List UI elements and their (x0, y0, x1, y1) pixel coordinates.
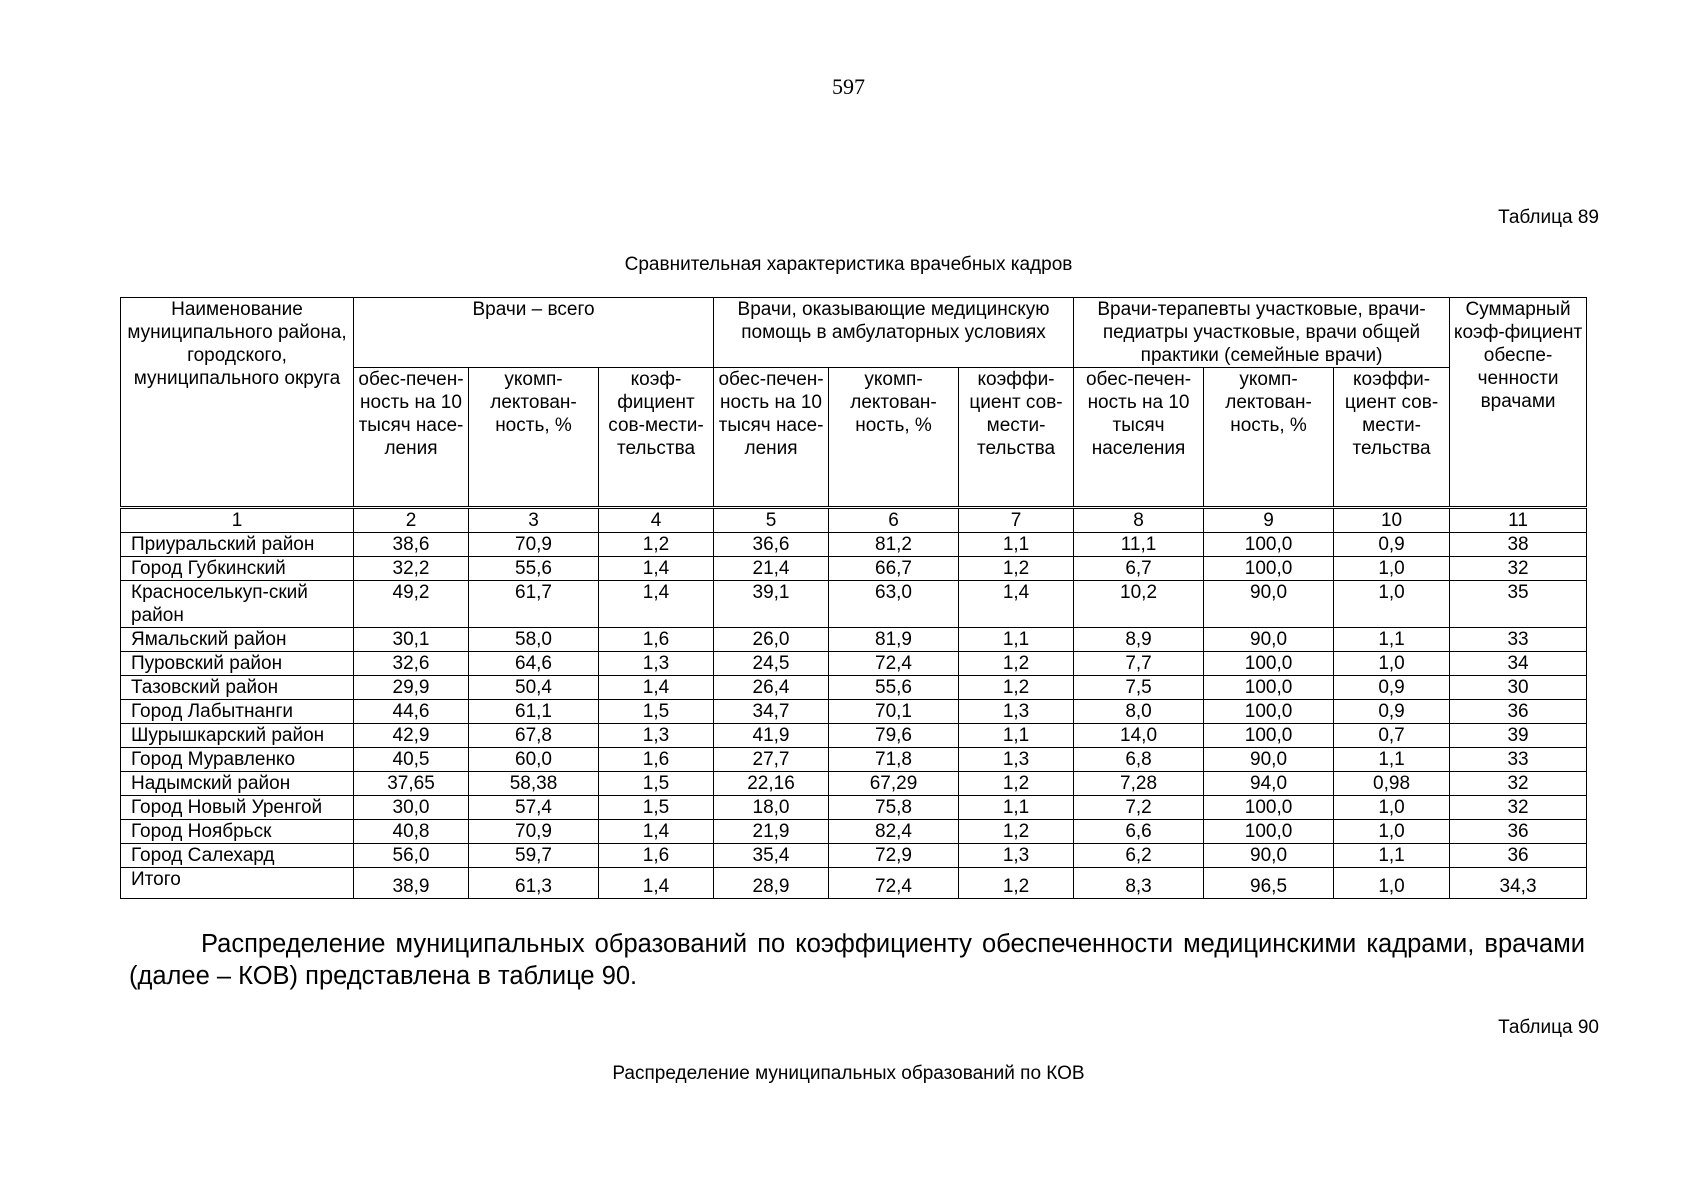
region-name: Город Салехард (121, 844, 354, 868)
value-cell: 26,4 (714, 676, 829, 700)
table-row (121, 557, 1587, 581)
header-sub: обес-печен-ность на 10 тысяч насе-ления (714, 368, 829, 508)
value-cell: 29,9 (354, 676, 469, 700)
header-group-district: Врачи-терапевты участковые, врачи-педиатры участковые, врачи общей практики (семейные врачи) (1074, 298, 1450, 368)
value-cell: 70,1 (829, 700, 959, 724)
value-cell: 100,0 (1204, 676, 1334, 700)
table-90-title: Распределение муниципальных образований по КОВ (612, 1063, 1085, 1084)
value-cell: 58,0 (469, 628, 599, 652)
value-cell: 26,0 (714, 628, 829, 652)
value-cell: 1,6 (599, 628, 714, 652)
table-row (121, 676, 1587, 700)
header-sub: укомп-лектован-ность, % (1204, 368, 1334, 508)
column-number: 9 (1204, 508, 1334, 533)
value-cell: 59,7 (469, 844, 599, 868)
value-cell: 30,0 (354, 796, 469, 820)
header-sub: коэффи-циент сов-мести-тельства (959, 368, 1074, 508)
value-cell: 100,0 (1204, 652, 1334, 676)
page-number: 597 (832, 74, 865, 99)
value-cell: 1,0 (1334, 652, 1450, 676)
value-cell: 70,9 (469, 533, 599, 557)
value-cell: 100,0 (1204, 700, 1334, 724)
value-cell: 100,0 (1204, 557, 1334, 581)
table-89-title: Сравнительная характеристика врачебных кадров (624, 254, 1073, 275)
value-cell: 55,6 (469, 557, 599, 581)
value-cell: 81,9 (829, 628, 959, 652)
region-name: Надымский район (121, 772, 354, 796)
value-cell: 72,4 (829, 868, 959, 899)
value-cell: 1,2 (959, 820, 1074, 844)
value-cell: 1,1 (959, 796, 1074, 820)
value-cell: 7,7 (1074, 652, 1204, 676)
value-cell: 1,2 (599, 533, 714, 557)
table-89-label: Таблица 89 (1498, 207, 1599, 228)
value-cell: 61,1 (469, 700, 599, 724)
region-name: Красноселькуп-ский район (121, 581, 354, 628)
value-cell: 1,1 (1334, 844, 1450, 868)
value-cell: 1,0 (1334, 820, 1450, 844)
value-cell: 11,1 (1074, 533, 1204, 557)
column-number: 10 (1334, 508, 1450, 533)
value-cell: 1,3 (959, 748, 1074, 772)
value-cell: 1,4 (599, 557, 714, 581)
value-cell: 1,2 (959, 676, 1074, 700)
value-cell: 72,4 (829, 652, 959, 676)
header-row-groups (121, 298, 1587, 368)
value-cell: 44,6 (354, 700, 469, 724)
value-cell: 8,0 (1074, 700, 1204, 724)
value-cell: 32 (1450, 772, 1587, 796)
value-cell: 8,3 (1074, 868, 1204, 899)
value-cell: 1,0 (1334, 557, 1450, 581)
column-number: 7 (959, 508, 1074, 533)
value-cell: 32 (1450, 557, 1587, 581)
value-cell: 1,5 (599, 772, 714, 796)
region-name: Город Ноябрьск (121, 820, 354, 844)
region-name: Ямальский район (121, 628, 354, 652)
region-name: Шурышкарский район (121, 724, 354, 748)
value-cell: 0,9 (1334, 676, 1450, 700)
column-number: 3 (469, 508, 599, 533)
table-row (121, 748, 1587, 772)
value-cell: 1,1 (959, 628, 1074, 652)
value-cell: 1,5 (599, 796, 714, 820)
value-cell: 100,0 (1204, 820, 1334, 844)
value-cell: 1,3 (959, 844, 1074, 868)
value-cell: 41,9 (714, 724, 829, 748)
value-cell: 36 (1450, 700, 1587, 724)
value-cell: 100,0 (1204, 724, 1334, 748)
value-cell: 90,0 (1204, 748, 1334, 772)
value-cell: 40,8 (354, 820, 469, 844)
value-cell: 96,5 (1204, 868, 1334, 899)
table-row (121, 820, 1587, 844)
value-cell: 1,4 (599, 581, 714, 628)
column-number: 4 (599, 508, 714, 533)
value-cell: 10,2 (1074, 581, 1204, 628)
header-sub: коэффи-циент сов-мести-тельства (1334, 368, 1450, 508)
value-cell: 34 (1450, 652, 1587, 676)
value-cell: 38,6 (354, 533, 469, 557)
value-cell: 1,1 (959, 724, 1074, 748)
value-cell: 1,0 (1334, 868, 1450, 899)
value-cell: 61,3 (469, 868, 599, 899)
region-name: Город Лабытнанги (121, 700, 354, 724)
total-row (121, 868, 1587, 899)
value-cell: 82,4 (829, 820, 959, 844)
value-cell: 34,7 (714, 700, 829, 724)
region-name: Город Губкинский (121, 557, 354, 581)
value-cell: 75,8 (829, 796, 959, 820)
value-cell: 90,0 (1204, 628, 1334, 652)
table-row (121, 581, 1587, 628)
table-row (121, 652, 1587, 676)
value-cell: 67,8 (469, 724, 599, 748)
value-cell: 64,6 (469, 652, 599, 676)
region-name: Тазовский район (121, 676, 354, 700)
value-cell: 63,0 (829, 581, 959, 628)
value-cell: 49,2 (354, 581, 469, 628)
value-cell: 60,0 (469, 748, 599, 772)
value-cell: 6,7 (1074, 557, 1204, 581)
value-cell: 1,5 (599, 700, 714, 724)
value-cell: 6,6 (1074, 820, 1204, 844)
value-cell: 22,16 (714, 772, 829, 796)
value-cell: 0,7 (1334, 724, 1450, 748)
value-cell: 34,3 (1450, 868, 1587, 899)
header-sub: обес-печен-ность на 10 тысяч насе-ления (354, 368, 469, 508)
header-sub: укомп-лектован-ность, % (469, 368, 599, 508)
value-cell: 70,9 (469, 820, 599, 844)
value-cell: 14,0 (1074, 724, 1204, 748)
value-cell: 7,5 (1074, 676, 1204, 700)
value-cell: 32,2 (354, 557, 469, 581)
header-name: Наименование муниципального района, городского, муниципального округа (121, 298, 354, 508)
column-number: 6 (829, 508, 959, 533)
region-name: Город Муравленко (121, 748, 354, 772)
value-cell: 1,3 (959, 700, 1074, 724)
value-cell: 28,9 (714, 868, 829, 899)
value-cell: 1,3 (599, 652, 714, 676)
medical-staff-table (120, 297, 1587, 899)
value-cell: 37,65 (354, 772, 469, 796)
value-cell: 66,7 (829, 557, 959, 581)
value-cell: 35,4 (714, 844, 829, 868)
value-cell: 40,5 (354, 748, 469, 772)
column-number: 11 (1450, 508, 1587, 533)
value-cell: 57,4 (469, 796, 599, 820)
value-cell: 18,0 (714, 796, 829, 820)
value-cell: 39,1 (714, 581, 829, 628)
value-cell: 100,0 (1204, 796, 1334, 820)
column-number: 5 (714, 508, 829, 533)
value-cell: 0,9 (1334, 533, 1450, 557)
value-cell: 1,0 (1334, 581, 1450, 628)
value-cell: 81,2 (829, 533, 959, 557)
value-cell: 55,6 (829, 676, 959, 700)
value-cell: 1,2 (959, 557, 1074, 581)
value-cell: 24,5 (714, 652, 829, 676)
value-cell: 90,0 (1204, 844, 1334, 868)
value-cell: 1,4 (599, 676, 714, 700)
value-cell: 56,0 (354, 844, 469, 868)
column-number: 1 (121, 508, 354, 533)
value-cell: 7,2 (1074, 796, 1204, 820)
value-cell: 1,4 (959, 581, 1074, 628)
value-cell: 50,4 (469, 676, 599, 700)
table-90-label: Таблица 90 (1498, 1017, 1599, 1038)
value-cell: 6,8 (1074, 748, 1204, 772)
table-row (121, 844, 1587, 868)
table-row (121, 628, 1587, 652)
value-cell: 1,0 (1334, 796, 1450, 820)
value-cell: 1,1 (959, 533, 1074, 557)
table-row (121, 533, 1587, 557)
value-cell: 71,8 (829, 748, 959, 772)
body-paragraph: Распределение муниципальных образований по коэффициенту обеспеченности медицинскими кадрами, врачами (далее – КОВ) представлена в таблице 90. (129, 930, 1585, 990)
value-cell: 33 (1450, 628, 1587, 652)
table-row (121, 724, 1587, 748)
value-cell: 1,1 (1334, 748, 1450, 772)
table-row (121, 700, 1587, 724)
header-sub: коэф-фициент сов-мести-тельства (599, 368, 714, 508)
value-cell: 39 (1450, 724, 1587, 748)
value-cell: 1,2 (959, 772, 1074, 796)
value-cell: 94,0 (1204, 772, 1334, 796)
value-cell: 1,6 (599, 844, 714, 868)
value-cell: 36 (1450, 844, 1587, 868)
table-row (121, 796, 1587, 820)
value-cell: 6,2 (1074, 844, 1204, 868)
value-cell: 100,0 (1204, 533, 1334, 557)
value-cell: 79,6 (829, 724, 959, 748)
value-cell: 35 (1450, 581, 1587, 628)
column-number-row (121, 508, 1587, 533)
value-cell: 36 (1450, 820, 1587, 844)
value-cell: 1,4 (599, 868, 714, 899)
value-cell: 21,4 (714, 557, 829, 581)
value-cell: 7,28 (1074, 772, 1204, 796)
region-name: Итого (121, 868, 354, 899)
value-cell: 1,4 (599, 820, 714, 844)
value-cell: 0,98 (1334, 772, 1450, 796)
header-sub: укомп-лектован-ность, % (829, 368, 959, 508)
column-number: 2 (354, 508, 469, 533)
header-summary: Суммарный коэф-фициент обеспе-ченности врачами (1450, 298, 1587, 508)
header-sub: обес-печен-ность на 10 тысяч населения (1074, 368, 1204, 508)
value-cell: 36,6 (714, 533, 829, 557)
table-data-body (121, 533, 1587, 899)
value-cell: 61,7 (469, 581, 599, 628)
value-cell: 33 (1450, 748, 1587, 772)
region-name: Приуральский район (121, 533, 354, 557)
region-name: Город Новый Уренгой (121, 796, 354, 820)
region-name: Пуровский район (121, 652, 354, 676)
table-row (121, 772, 1587, 796)
header-group-outpatient: Врачи, оказывающие медицинскую помощь в амбулаторных условиях (714, 298, 1074, 368)
header-group-all-doctors: Врачи – всего (354, 298, 714, 368)
value-cell: 42,9 (354, 724, 469, 748)
value-cell: 21,9 (714, 820, 829, 844)
value-cell: 90,0 (1204, 581, 1334, 628)
column-number: 8 (1074, 508, 1204, 533)
value-cell: 1,1 (1334, 628, 1450, 652)
value-cell: 1,2 (959, 868, 1074, 899)
value-cell: 38,9 (354, 868, 469, 899)
value-cell: 32 (1450, 796, 1587, 820)
value-cell: 72,9 (829, 844, 959, 868)
value-cell: 8,9 (1074, 628, 1204, 652)
value-cell: 38 (1450, 533, 1587, 557)
value-cell: 67,29 (829, 772, 959, 796)
value-cell: 58,38 (469, 772, 599, 796)
value-cell: 27,7 (714, 748, 829, 772)
value-cell: 0,9 (1334, 700, 1450, 724)
value-cell: 1,3 (599, 724, 714, 748)
value-cell: 30 (1450, 676, 1587, 700)
value-cell: 32,6 (354, 652, 469, 676)
value-cell: 30,1 (354, 628, 469, 652)
value-cell: 1,2 (959, 652, 1074, 676)
value-cell: 1,6 (599, 748, 714, 772)
